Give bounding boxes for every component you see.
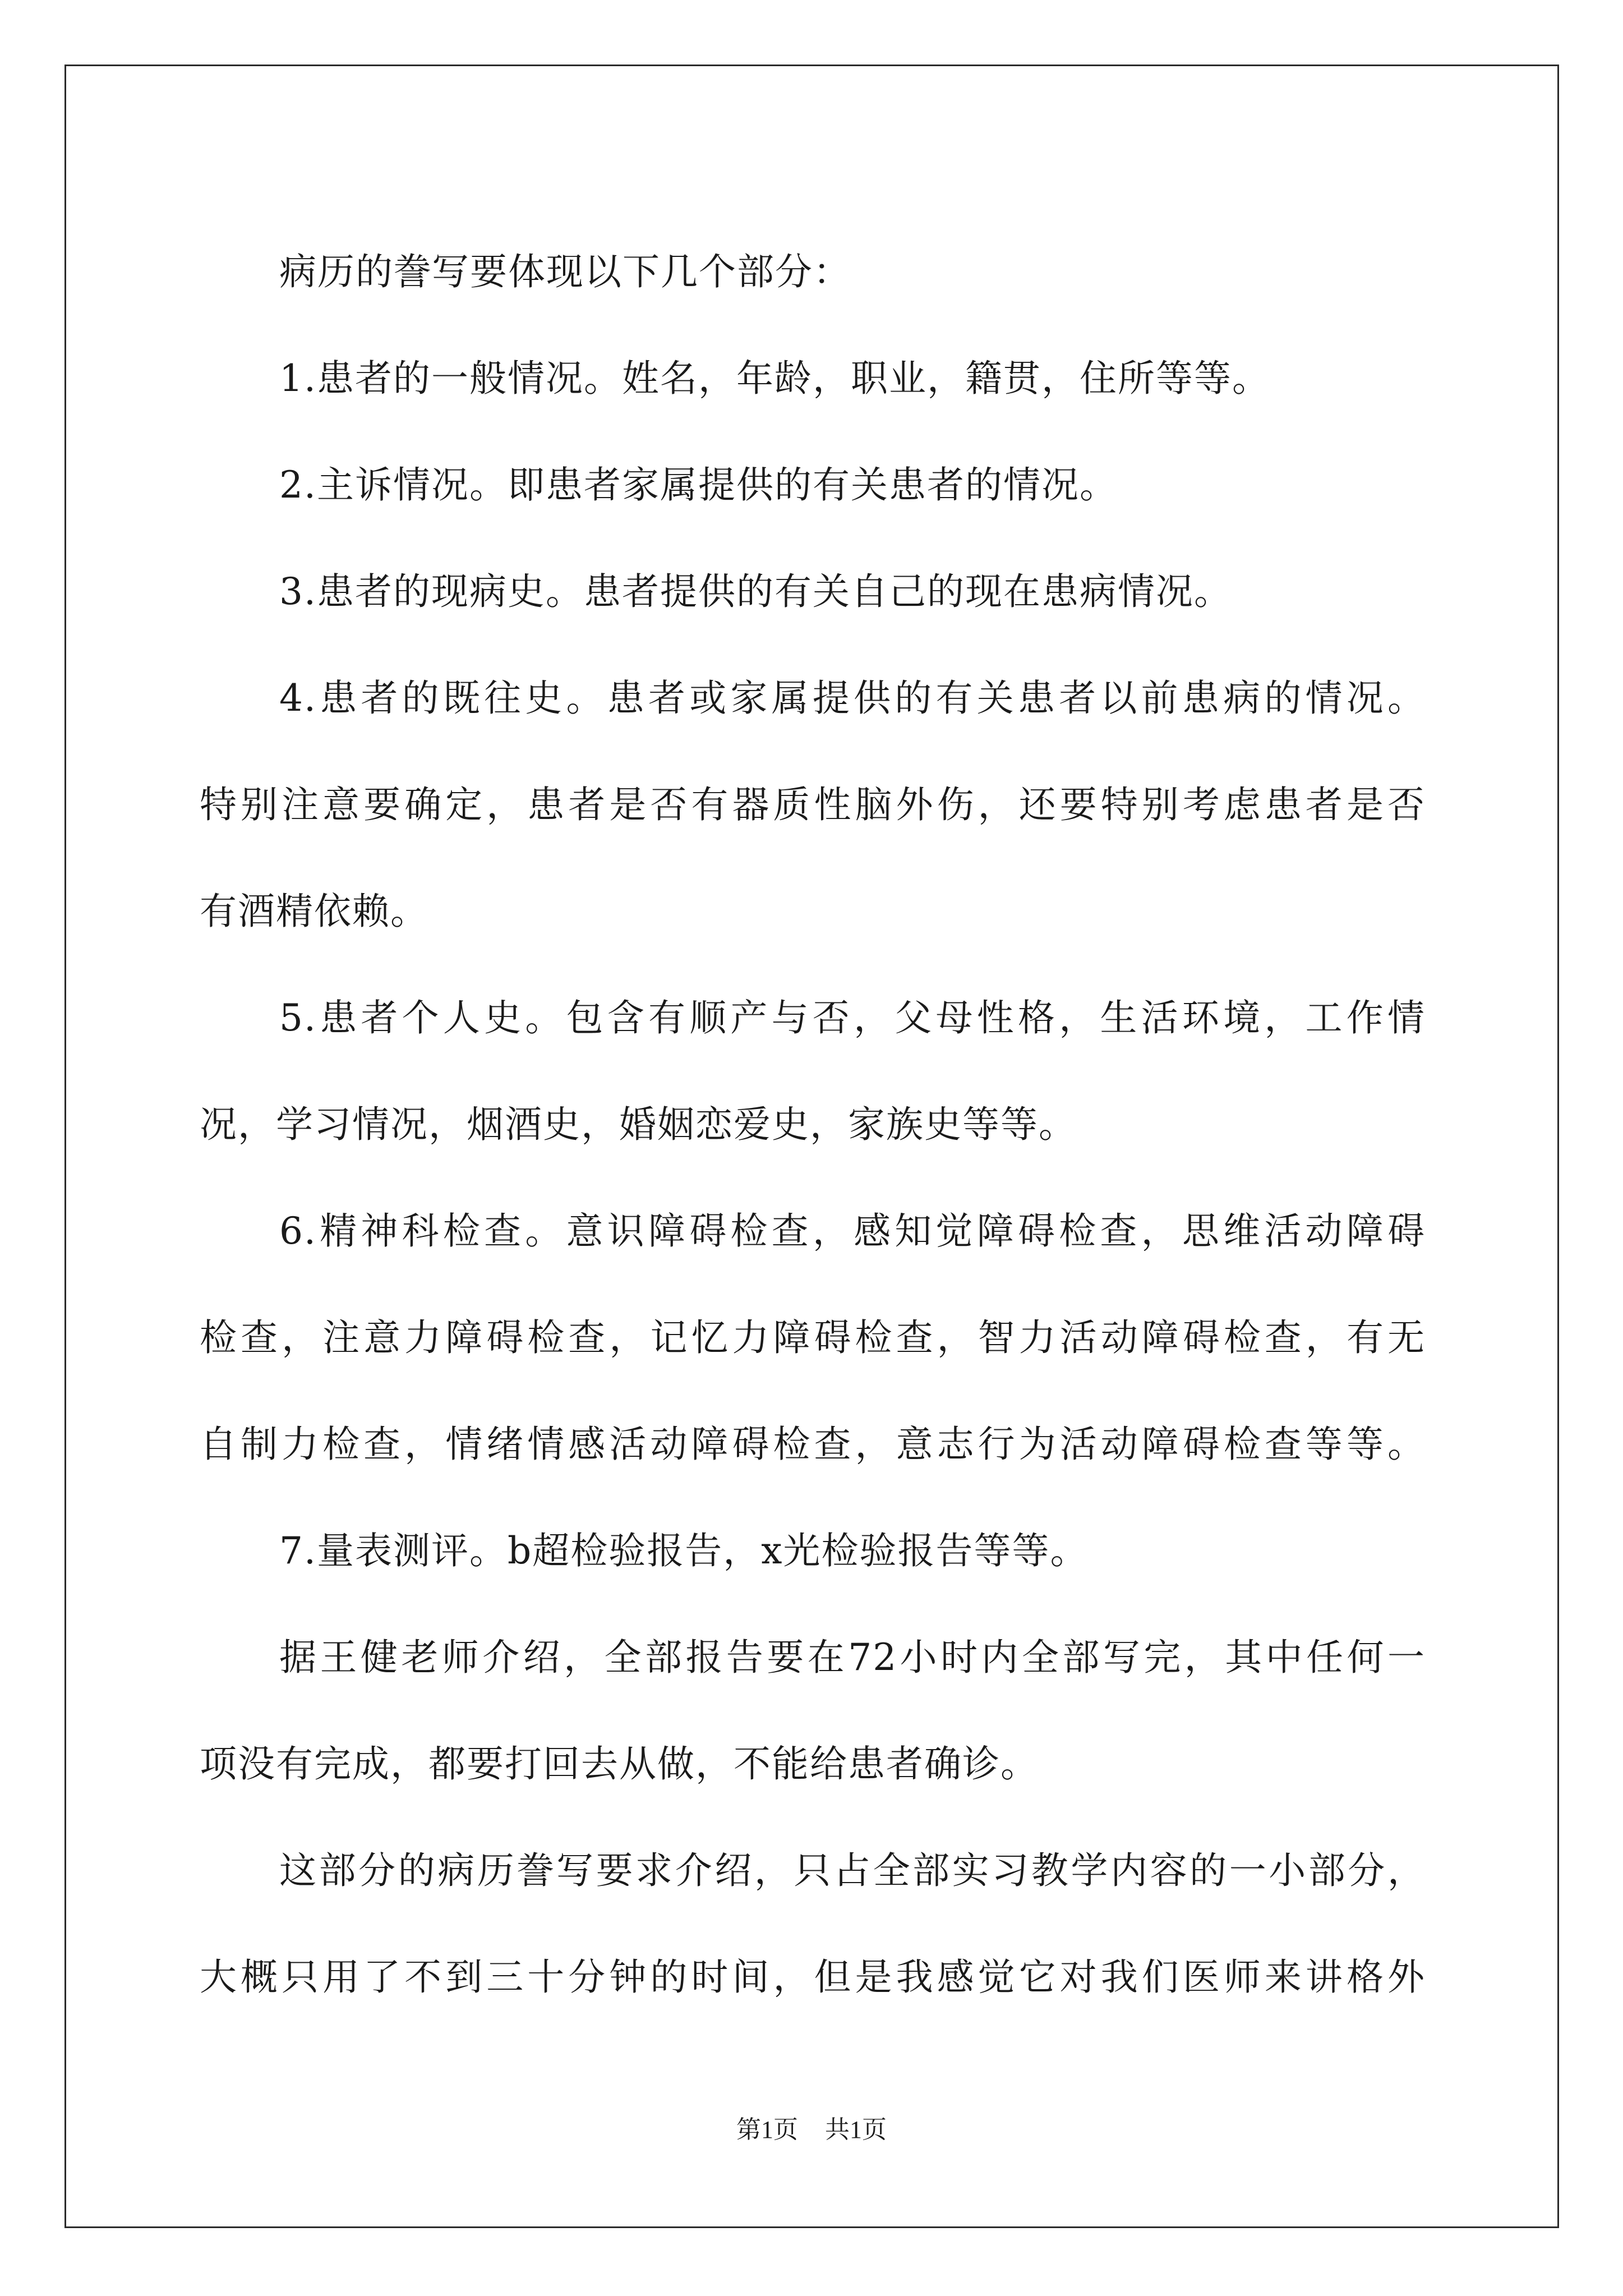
paragraph-item-5-line-1: 5.患者个人史。包含有顺产与否，父母性格，生活环境，工作情 — [279, 996, 1426, 1039]
document-body — [200, 219, 1426, 2031]
paragraph-item-3-line: 3.患者的现病史。患者提供的有关自己的现在患病情况。 — [279, 570, 1232, 613]
paragraph-item-6-line-3: 自制力检查，情绪情感活动障碍检查，意志行为活动障碍检查等等。 — [200, 1423, 1426, 1466]
paragraph-item-1-line: 1.患者的一般情况。姓名，年龄，职业，籍贯，住所等等。 — [279, 357, 1270, 400]
page-footer — [0, 2113, 1623, 2147]
paragraph-intro-line: 病历的誊写要体现以下几个部分： — [279, 250, 851, 293]
paragraph-item-5-line-2: 况，学习情况，烟酒史，婚姻恋爱史，家族史等等。 — [200, 1103, 1077, 1146]
paragraph-item-2-line: 2.主诉情况。即患者家属提供的有关患者的情况。 — [279, 463, 1118, 507]
paragraph-item-6-line-1: 6.精神科检查。意识障碍检查，感知觉障碍检查，思维活动障碍 — [279, 1209, 1426, 1253]
paragraph-item-4-line-2: 特别注意要确定，患者是否有器质性脑外伤，还要特别考虑患者是否 — [200, 783, 1426, 826]
page-total: 共1页 — [825, 2116, 887, 2143]
paragraph-report-line-1: 据王健老师介绍，全部报告要在72小时内全部写完，其中任何一 — [279, 1636, 1426, 1679]
page-number: 第1页 — [736, 2116, 798, 2143]
paragraph-item-7-line: 7.量表测评。b超检验报告，x光检验报告等等。 — [279, 1529, 1089, 1572]
paragraph-item-4-line-1: 4.患者的既往史。患者或家属提供的有关患者以前患病的情况。 — [279, 677, 1426, 720]
paragraph-summary-line-1: 这部分的病历誊写要求介绍，只占全部实习教学内容的一小部分， — [279, 1849, 1426, 1892]
paragraph-report-line-2: 项没有完成，都要打回去从做，不能给患者确诊。 — [200, 1742, 1039, 1786]
paragraph-item-6-line-2: 检查，注意力障碍检查，记忆力障碍检查，智力活动障碍检查，有无 — [200, 1316, 1426, 1359]
paragraph-summary-line-2: 大概只用了不到三十分钟的时间，但是我感觉它对我们医师来讲格外 — [200, 1955, 1426, 1999]
paragraph-item-4-line-3: 有酒精依赖。 — [200, 890, 428, 933]
